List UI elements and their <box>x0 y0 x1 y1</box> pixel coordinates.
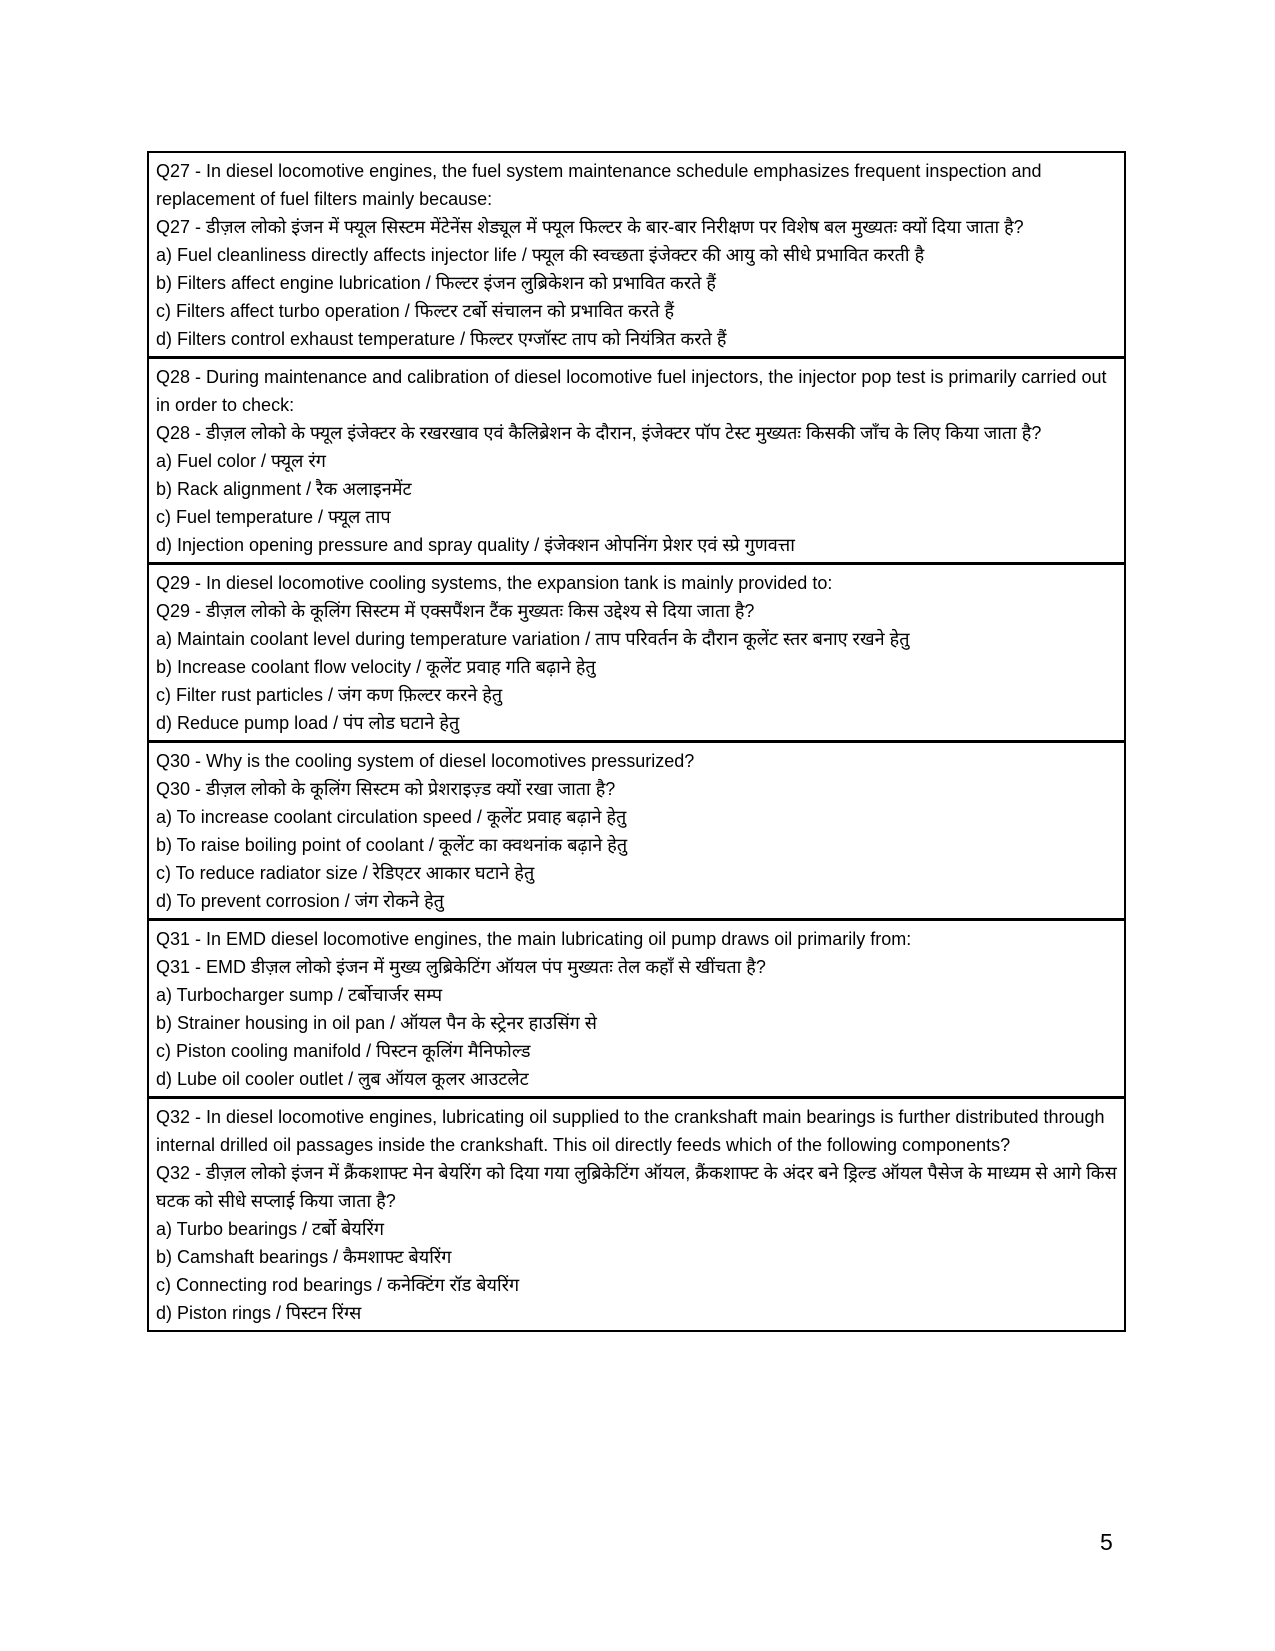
option-c: c) Filters affect turbo operation / फिल्टर टर्बो संचालन को प्रभावित करते हैं <box>156 301 675 321</box>
option-b: b) Increase coolant flow velocity / कूलेंट प्रवाह गति बढ़ाने हेतु <box>156 657 596 677</box>
option-b: b) To raise boiling point of coolant / कूलेंट का क्वथनांक बढ़ाने हेतु <box>156 835 628 855</box>
question-block-q31 <box>149 921 1124 1099</box>
question-block-q32 <box>149 1099 1124 1330</box>
question-block-q30 <box>149 743 1124 921</box>
option-a: a) Fuel color / फ्यूल रंग <box>156 451 326 471</box>
question-english: Q29 - In diesel locomotive cooling systems, the expansion tank is mainly provided to: <box>156 573 833 593</box>
option-c: c) To reduce radiator size / रेडिएटर आकार घटाने हेतु <box>156 863 535 883</box>
option-c: c) Connecting rod bearings / कनेक्टिंग रॉड बेयरिंग <box>156 1275 520 1295</box>
question-english: Q28 - During maintenance and calibration of diesel locomotive fuel injectors, the injector pop test is primarily carried out in order to check: <box>156 367 1107 415</box>
question-english: Q31 - In EMD diesel locomotive engines, the main lubricating oil pump draws oil primarily from: <box>156 929 912 949</box>
option-d: d) Reduce pump load / पंप लोड घटाने हेतु <box>156 713 460 733</box>
option-b: b) Camshaft bearings / कैमशाफ्ट बेयरिंग <box>156 1247 452 1267</box>
question-english: Q32 - In diesel locomotive engines, lubricating oil supplied to the crankshaft main bearings is further distributed through internal drilled oil passages inside the crankshaft. This oil directly feeds which of the following components? <box>156 1107 1105 1155</box>
question-english: Q30 - Why is the cooling system of diesel locomotives pressurized? <box>156 751 695 771</box>
question-hindi: Q32 - डीज़ल लोको इंजन में क्रैंकशाफ्ट मेन बेयरिंग को दिया गया लुब्रिकेटिंग ऑयल, क्रैंकशाफ्ट के अंदर बने ड्रिल्ड ऑयल पैसेज के माध्यम से आगे किस घटक को सीधे सप्लाई किया जाता है? <box>156 1163 1117 1211</box>
question-hindi: Q30 - डीज़ल लोको के कूलिंग सिस्टम को प्रेशराइज़्ड क्यों रखा जाता है? <box>156 779 616 799</box>
question-hindi: Q29 - डीज़ल लोको के कूलिंग सिस्टम में एक्सपैंशन टैंक मुख्यतः किस उद्देश्य से दिया जाता है? <box>156 601 755 621</box>
option-d: d) Filters control exhaust temperature / फिल्टर एग्जॉस्ट ताप को नियंत्रित करते हैं <box>156 329 727 349</box>
option-d: d) To prevent corrosion / जंग रोकने हेतु <box>156 891 444 911</box>
question-table <box>147 151 1126 1332</box>
option-a: a) To increase coolant circulation speed / कूलेंट प्रवाह बढ़ाने हेतु <box>156 807 627 827</box>
question-hindi: Q27 - डीज़ल लोको इंजन में फ्यूल सिस्टम मेंटेनेंस शेड्यूल में फ्यूल फिल्टर के बार-बार निरीक्षण पर विशेष बल मुख्यतः क्यों दिया जाता है? <box>156 217 1024 237</box>
option-d: d) Injection opening pressure and spray quality / इंजेक्शन ओपनिंग प्रेशर एवं स्प्रे गुणवत्ता <box>156 535 795 555</box>
question-block-q27 <box>149 153 1124 359</box>
option-d: d) Lube oil cooler outlet / लुब ऑयल कूलर आउटलेट <box>156 1069 529 1089</box>
option-a: a) Turbo bearings / टर्बो बेयरिंग <box>156 1219 384 1239</box>
question-english: Q27 - In diesel locomotive engines, the fuel system maintenance schedule emphasizes frequent inspection and replacement of fuel filters mainly because: <box>156 161 1042 209</box>
option-b: b) Strainer housing in oil pan / ऑयल पैन के स्ट्रेनर हाउसिंग से <box>156 1013 597 1033</box>
question-block-q28 <box>149 359 1124 565</box>
option-a: a) Maintain coolant level during temperature variation / ताप परिवर्तन के दौरान कूलेंट स्तर बनाए रखने हेतु <box>156 629 910 649</box>
question-block-q29 <box>149 565 1124 743</box>
option-c: c) Piston cooling manifold / पिस्टन कूलिंग मैनिफोल्ड <box>156 1041 531 1061</box>
option-b: b) Rack alignment / रैक अलाइनमेंट <box>156 479 412 499</box>
option-b: b) Filters affect engine lubrication / फिल्टर इंजन लुब्रिकेशन को प्रभावित करते हैं <box>156 273 716 293</box>
option-a: a) Turbocharger sump / टर्बोचार्जर सम्प <box>156 985 443 1005</box>
page-number: 5 <box>1100 1529 1113 1555</box>
question-hindi: Q28 - डीज़ल लोको के फ्यूल इंजेक्टर के रखरखाव एवं कैलिब्रेशन के दौरान, इंजेक्टर पॉप टेस्ट मुख्यतः किसकी जाँच के लिए किया जाता है? <box>156 423 1042 443</box>
option-a: a) Fuel cleanliness directly affects injector life / फ्यूल की स्वच्छता इंजेक्टर की आयु को सीधे प्रभावित करती है <box>156 245 925 265</box>
option-d: d) Piston rings / पिस्टन रिंग्स <box>156 1303 362 1323</box>
option-c: c) Fuel temperature / फ्यूल ताप <box>156 507 391 527</box>
question-hindi: Q31 - EMD डीज़ल लोको इंजन में मुख्य लुब्रिकेटिंग ऑयल पंप मुख्यतः तेल कहाँ से खींचता है? <box>156 957 766 977</box>
option-c: c) Filter rust particles / जंग कण फ़िल्टर करने हेतु <box>156 685 503 705</box>
